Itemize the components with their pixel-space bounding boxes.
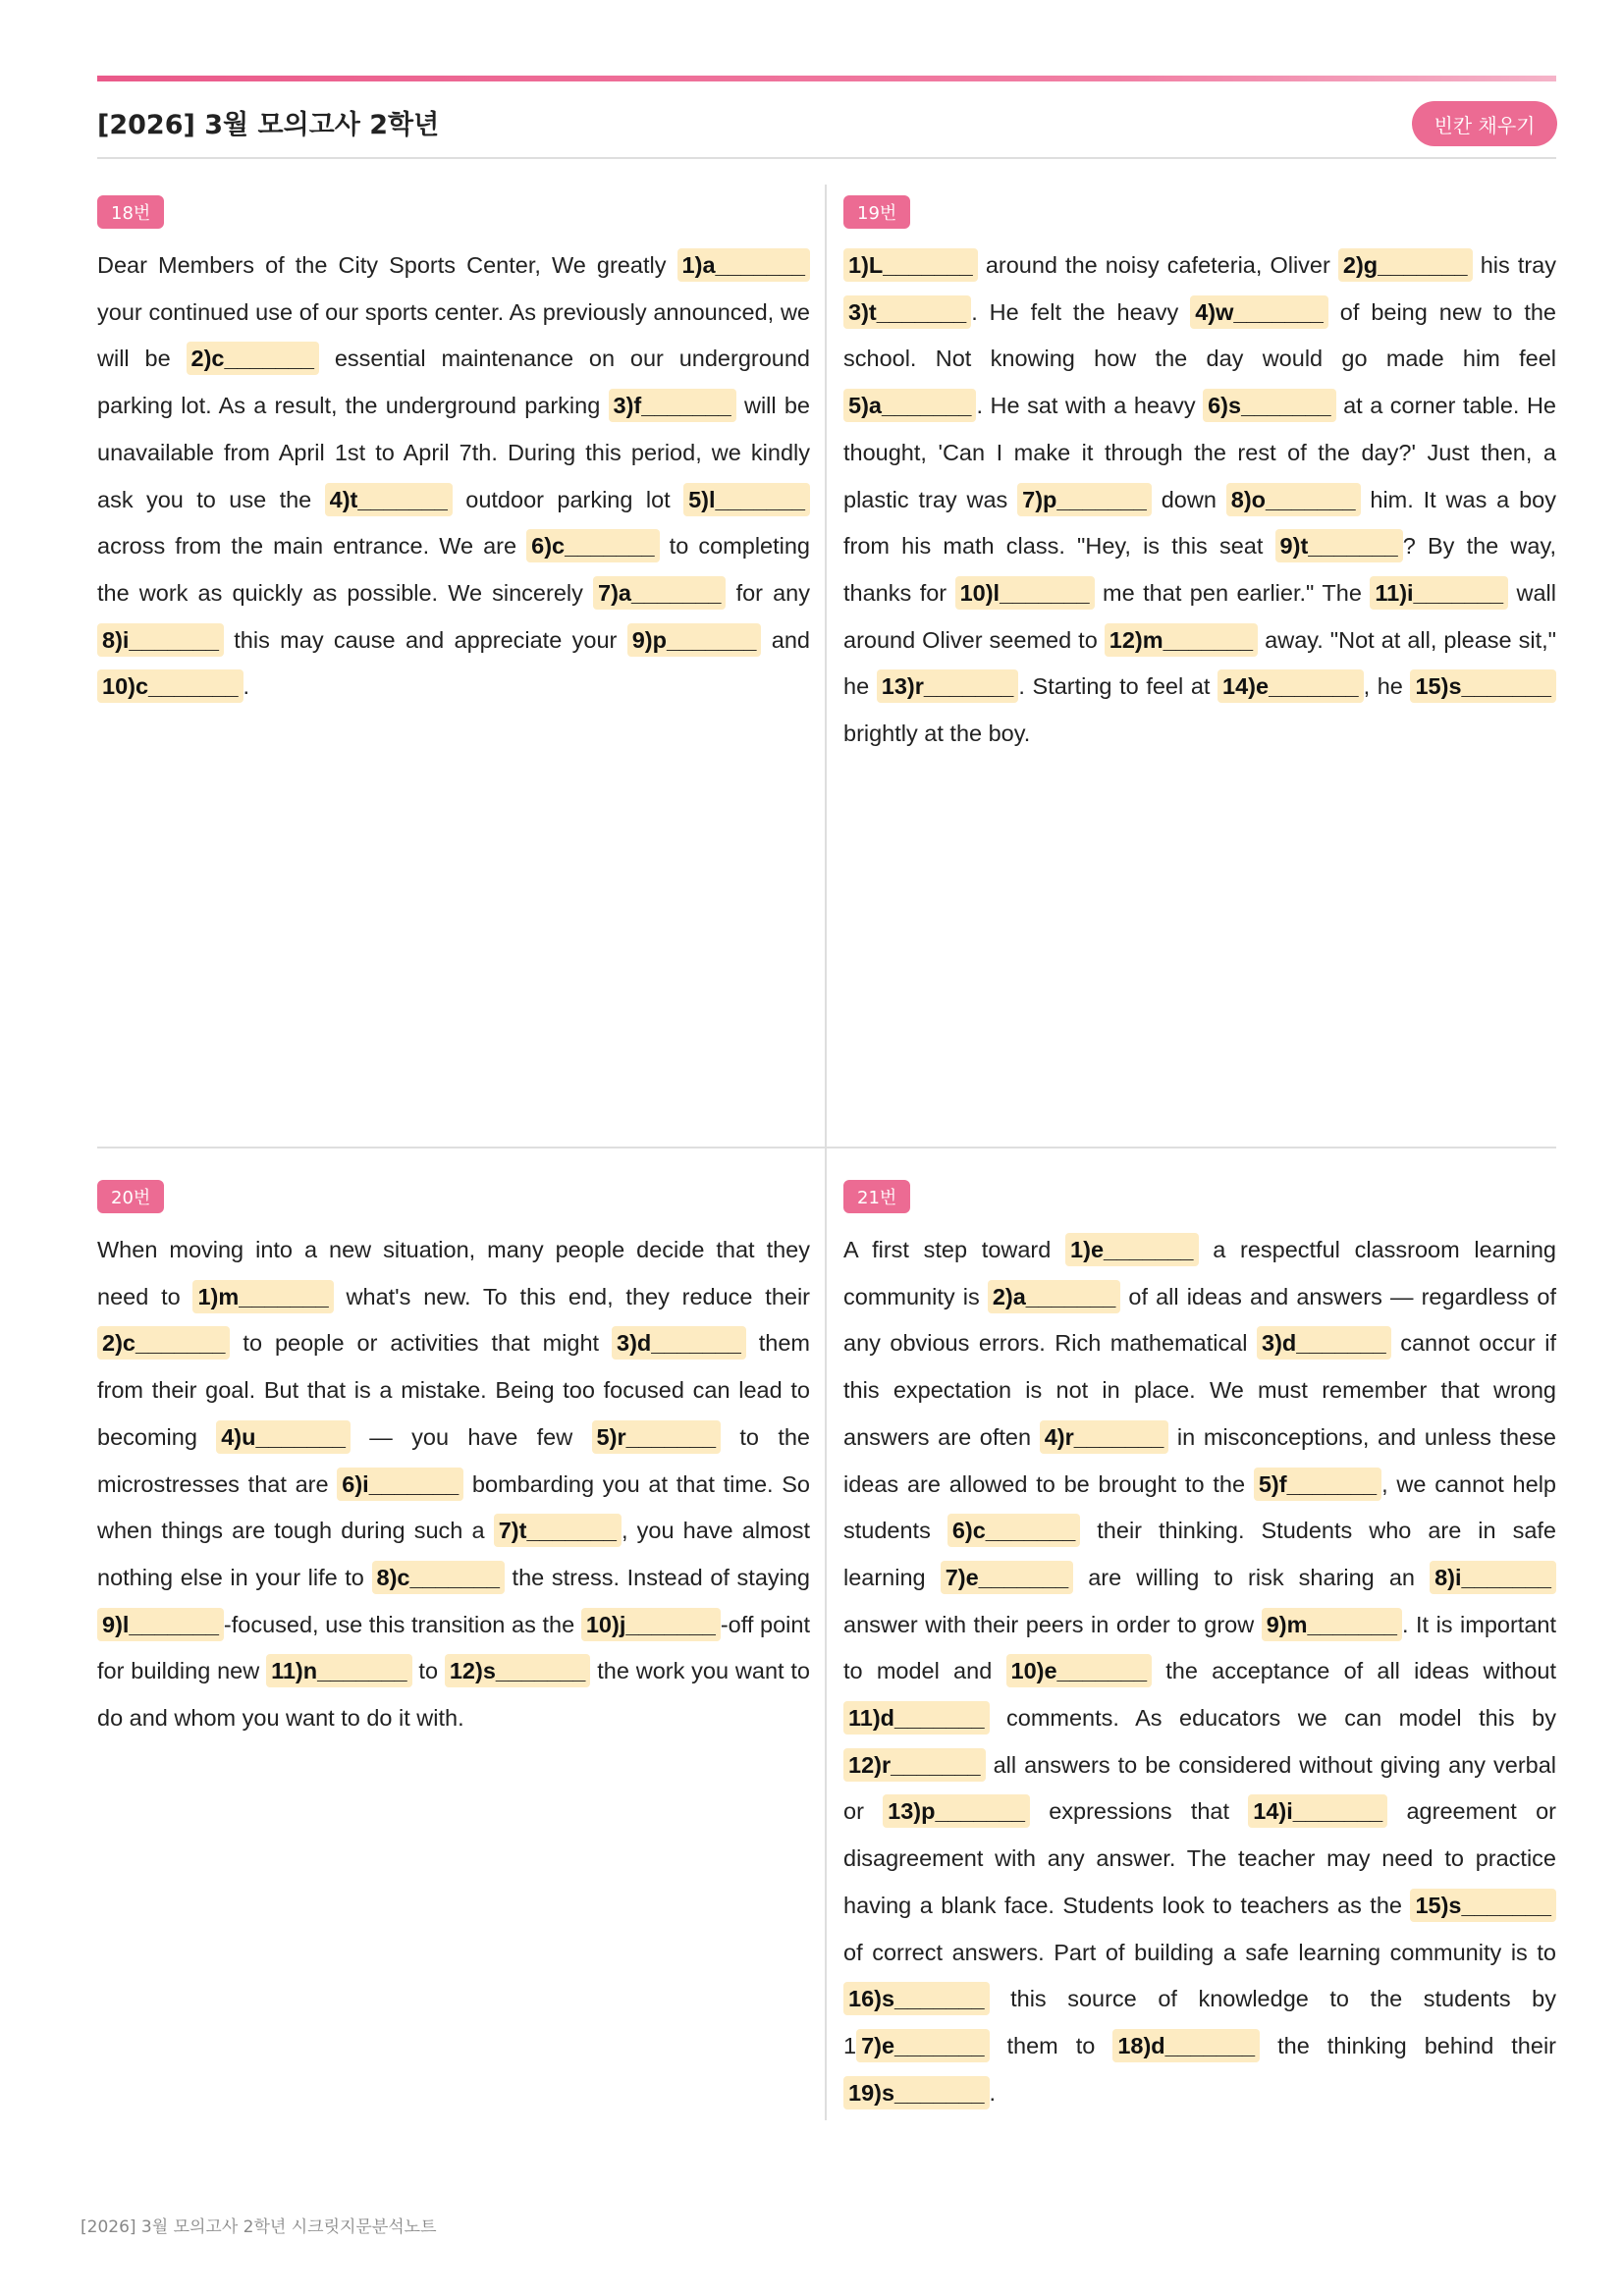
- blank-field[interactable]: 13)p_______: [883, 1794, 1030, 1828]
- blank-field[interactable]: 6)c_______: [947, 1514, 1080, 1547]
- passage-text: When moving into a new situation, many people decide that they need to: [97, 1237, 810, 1309]
- passage-text: your continued use of our sports center. As previously announced, we will be: [97, 298, 810, 372]
- question-number-badge: 19번: [843, 195, 910, 229]
- passage-text: around the noisy cafeteria, Oliver: [977, 252, 1338, 278]
- blank-field[interactable]: 5)a_______: [843, 389, 976, 422]
- blank-field[interactable]: 10)l_______: [955, 576, 1095, 610]
- passage-text: wall around Oliver seemed to: [843, 579, 1556, 653]
- question-number-badge: 21번: [843, 1180, 910, 1213]
- passage-text: outdoor parking lot: [452, 486, 684, 512]
- passage-text: in misconceptions, and unless these ideas are allowed to be brought to the: [843, 1423, 1556, 1497]
- blank-field[interactable]: 15)s_______: [1410, 669, 1556, 703]
- passage-text: them to: [989, 2032, 1113, 2058]
- blank-field[interactable]: 8)i_______: [97, 623, 224, 657]
- question-number-badge: 20번: [97, 1180, 164, 1213]
- question-number-badge: 18번: [97, 195, 164, 229]
- blank-field[interactable]: 9)t_______: [1275, 529, 1403, 562]
- blank-field[interactable]: 1)e_______: [1065, 1233, 1198, 1266]
- passage-text: him. It was a boy from his math class. "Hey, is this seat: [843, 486, 1556, 560]
- passage-text: Dear Members of the City Sports Center, We greatly: [97, 252, 677, 278]
- blank-field[interactable]: 1)m_______: [192, 1280, 333, 1313]
- blank-field[interactable]: 7)e_______: [941, 1561, 1073, 1594]
- passage-text: their thinking. Students who are in safe learning: [843, 1518, 1556, 1590]
- passage-text: agreement or disagreement with any answer. The teacher may need to practice having a blank face. Students look to teachers as the: [843, 1798, 1556, 1918]
- blank-field[interactable]: 7)e_______: [856, 2029, 989, 2062]
- passage-text: .: [989, 2079, 997, 2106]
- passage-text: his tray: [1472, 252, 1556, 278]
- passage-text: are willing to risk sharing an: [1073, 1564, 1431, 1590]
- column-divider-bottom: [825, 1148, 827, 2120]
- passage-text: across from the main entrance. We are: [97, 533, 527, 560]
- blank-field[interactable]: 11)d_______: [843, 1701, 990, 1735]
- passage-text: to the microstresses that are: [97, 1423, 810, 1497]
- passage-text: answer with their peers in order to grow: [843, 1611, 1262, 1637]
- blank-field[interactable]: 3)f_______: [609, 389, 736, 422]
- passage-text: this may cause and appreciate your: [223, 626, 627, 653]
- passage-text: to completing the work as quickly as possible. We sincerely: [97, 533, 810, 606]
- passage-text: this source of knowledge to the students by 1: [843, 1986, 1556, 2058]
- passage-text: all answers to be considered without giving any verbal or: [843, 1751, 1556, 1825]
- header-divider: [97, 157, 1556, 159]
- blank-field[interactable]: 2)c_______: [97, 1326, 230, 1360]
- blank-field[interactable]: 1)L_______: [843, 248, 978, 282]
- blank-field[interactable]: 10)e_______: [1006, 1654, 1153, 1687]
- blank-field[interactable]: 5)l_______: [683, 483, 810, 516]
- passage-text: of all ideas and answers — regardless of any obvious errors. Rich mathematical: [843, 1283, 1556, 1357]
- passage-text: .: [243, 673, 250, 700]
- blank-field[interactable]: 5)f_______: [1254, 1468, 1381, 1501]
- passage-text: the stress. Instead of staying: [504, 1564, 810, 1590]
- blank-field[interactable]: 10)c_______: [97, 669, 243, 703]
- blank-field[interactable]: 12)m_______: [1105, 623, 1258, 657]
- blank-field[interactable]: 8)i_______: [1430, 1561, 1556, 1594]
- passage-text: a respectful classroom learning community is: [843, 1237, 1556, 1309]
- blank-field[interactable]: 9)p_______: [627, 623, 762, 657]
- blank-field[interactable]: 4)w_______: [1190, 295, 1328, 329]
- passage-18: [97, 242, 810, 711]
- blank-field[interactable]: 9)m_______: [1262, 1608, 1402, 1641]
- passage-text: to: [411, 1658, 445, 1684]
- passage-text: . It is important to model and: [843, 1611, 1556, 1684]
- passage-text: what's new. To this end, they reduce their: [333, 1283, 811, 1309]
- blank-field[interactable]: 19)s_______: [843, 2076, 990, 2109]
- blank-field[interactable]: 1)a_______: [677, 248, 810, 282]
- passage-text: , we cannot help students: [843, 1470, 1556, 1544]
- passage-text: , he: [1363, 673, 1411, 700]
- passage-text: me that pen earlier." The: [1094, 579, 1371, 606]
- row-divider: [97, 1147, 1556, 1148]
- passage-text: at a corner table. He thought, 'Can I make it through the rest of the day?' Just then, a plastic tray was: [843, 393, 1557, 512]
- blank-field[interactable]: 18)d_______: [1112, 2029, 1260, 2062]
- passage-text: ? By the way, thanks for: [843, 533, 1556, 606]
- passage-text: . He felt the heavy: [971, 298, 1191, 325]
- passage-text: cannot occur if this expectation is not in place. We must remember that wrong answers are often: [843, 1330, 1556, 1450]
- passage-text: expressions that: [1029, 1798, 1249, 1825]
- blank-field[interactable]: 3)d_______: [612, 1326, 746, 1360]
- blank-field[interactable]: 13)r_______: [877, 669, 1019, 703]
- blank-field[interactable]: 2)c_______: [187, 342, 319, 375]
- passage-text: , you have almost nothing else in your life to: [97, 1518, 810, 1590]
- page-footer: [2026] 3월 모의고사 2학년 시크릿지문분석노트: [81, 2217, 437, 2237]
- blank-field[interactable]: 4)u_______: [216, 1420, 351, 1454]
- blank-field[interactable]: 7)a_______: [593, 576, 726, 610]
- blank-field[interactable]: 16)s_______: [843, 1982, 990, 2015]
- blank-field[interactable]: 6)c_______: [526, 529, 659, 562]
- blank-field[interactable]: 4)t_______: [325, 483, 453, 516]
- blank-field[interactable]: 7)p_______: [1017, 483, 1152, 516]
- passage-text: the acceptance of all ideas without: [1152, 1658, 1556, 1684]
- passage-text: away. "Not at all, please sit," he: [843, 626, 1556, 700]
- fill-in-blank-mode-badge[interactable]: 빈칸 채우기: [1412, 101, 1557, 146]
- blank-field[interactable]: 3)d_______: [1257, 1326, 1391, 1360]
- passage-text: bombarding you at that time. So when things are tough during such a: [97, 1470, 811, 1544]
- passage-21: [843, 1227, 1556, 2116]
- passage-text: the work you want to do and whom you want to do it with.: [97, 1658, 810, 1732]
- blank-field[interactable]: 4)r_______: [1040, 1420, 1169, 1454]
- blank-field[interactable]: 15)s_______: [1410, 1889, 1556, 1922]
- passage-text: A first step toward: [843, 1237, 1066, 1262]
- blank-field[interactable]: 14)e_______: [1217, 669, 1364, 703]
- blank-field[interactable]: 14)i_______: [1248, 1794, 1387, 1828]
- page-title: [2026] 3월 모의고사 2학년: [97, 110, 440, 140]
- passage-text: and: [761, 626, 810, 653]
- passage-text: of being new to the school. Not knowing how the day would go made him feel: [843, 298, 1556, 372]
- passage-text: the thinking behind their: [1260, 2032, 1556, 2058]
- passage-text: — you have few: [350, 1423, 592, 1450]
- blank-field[interactable]: 6)i_______: [337, 1468, 463, 1501]
- blank-field[interactable]: 11)i_______: [1370, 576, 1508, 610]
- passage-text: them from their goal. But that is a mistake. Being too focused can lead to becoming: [97, 1330, 810, 1450]
- blank-field[interactable]: 3)t_______: [843, 295, 971, 329]
- passage-text: down: [1151, 486, 1226, 512]
- blank-field[interactable]: 12)r_______: [843, 1748, 986, 1782]
- passage-text: comments. As educators we can model this by: [989, 1705, 1556, 1732]
- blank-field[interactable]: 12)s_______: [445, 1654, 591, 1687]
- blank-field[interactable]: 5)r_______: [592, 1420, 722, 1454]
- passage-text: of correct answers. Part of building a safe learning community is to: [843, 1939, 1556, 1965]
- passage-text: to people or activities that might: [230, 1330, 613, 1357]
- passage-text: will be unavailable from April 1st to April 7th. During this period, we kindly ask you to use the: [97, 393, 810, 512]
- passage-text: . Starting to feel at: [1018, 673, 1218, 700]
- passage-text: . He sat with a heavy: [976, 393, 1204, 419]
- blank-field[interactable]: 2)g_______: [1338, 248, 1473, 282]
- blank-field[interactable]: 9)l_______: [97, 1608, 224, 1641]
- blank-field[interactable]: 8)o_______: [1226, 483, 1361, 516]
- passage-text: for any: [726, 579, 810, 606]
- blank-field[interactable]: 11)n_______: [266, 1654, 412, 1687]
- blank-field[interactable]: 7)t_______: [494, 1514, 622, 1547]
- passage-text: essential maintenance on our underground parking lot. As a result, the underground parking: [97, 346, 810, 419]
- header-accent-bar: [97, 76, 1556, 81]
- passage-20: [97, 1227, 810, 1742]
- blank-field[interactable]: 8)c_______: [372, 1561, 505, 1594]
- passage-text: brightly at the boy.: [843, 721, 1031, 747]
- passage-text: -off point for building new: [97, 1611, 810, 1684]
- passage-text: -focused, use this transition as the: [223, 1611, 581, 1637]
- passage-19: [843, 242, 1556, 758]
- blank-field[interactable]: 2)a_______: [988, 1280, 1120, 1313]
- column-divider-top: [825, 185, 827, 1147]
- blank-field[interactable]: 10)j_______: [581, 1608, 721, 1641]
- blank-field[interactable]: 6)s_______: [1203, 389, 1335, 422]
